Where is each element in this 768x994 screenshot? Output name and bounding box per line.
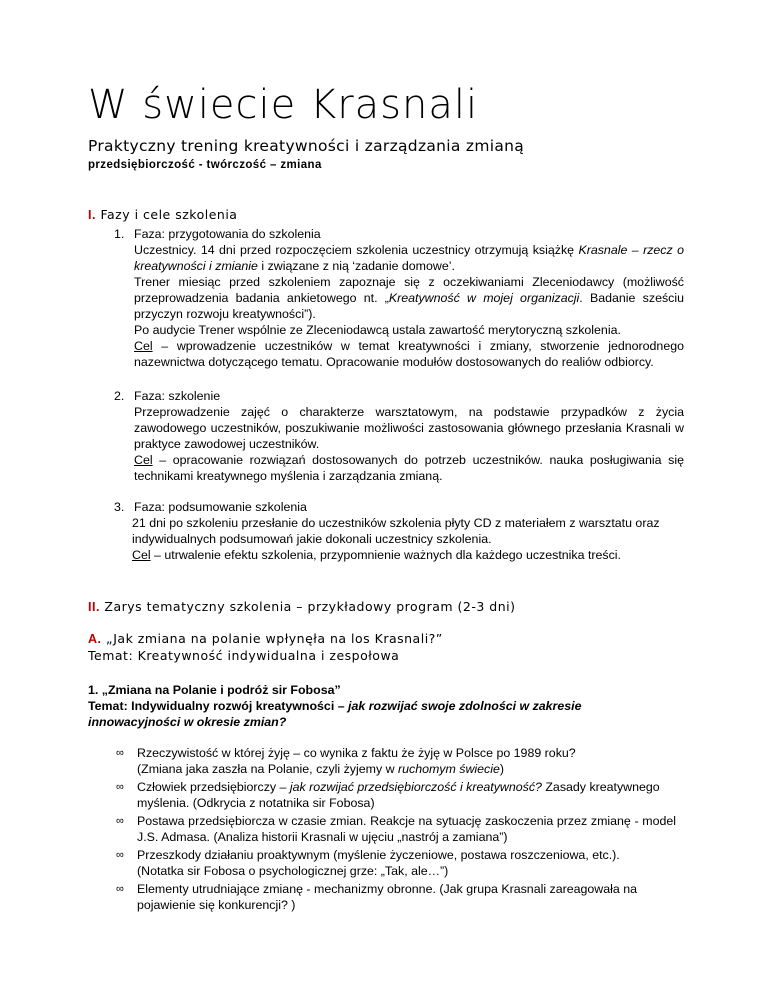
- section-a-theme: Temat: Kreatywność indywidualna i zespołowa: [88, 648, 400, 663]
- goal-label: Cel: [132, 548, 151, 562]
- infinity-bullet-icon: ∞: [116, 747, 124, 759]
- section-2-title: Zarys tematyczny szkolenia – przykładowy program (2-3 dni): [104, 599, 516, 614]
- section-2-number: II.: [88, 600, 100, 614]
- section-1-number: I.: [88, 208, 96, 222]
- phase-1-paragraph-2: Trener miesiąc przed szkoleniem zapoznaje się z oczekiwaniami Zleceniodawcy (możliwość przeprowadzenia badania ankietowego nt. „Kreatywność w mojej organizacji. Badanie sześciu przyczyn rozwoju kreatywności”).: [134, 275, 684, 321]
- phase-3: [114, 499, 684, 563]
- goal-label: Cel: [134, 339, 153, 353]
- list-item: ∞ Człowiek przedsiębiorczy – jak rozwijać przedsiębiorczość i kreatywność? Zasady kreatywnego myślenia. (Odkrycia z notatnika sir Fobosa): [116, 780, 660, 810]
- phase-1-goal: Cel – wprowadzenie uczestników w temat kreatywności i zmiany, stworzenie jednorodnego nazewnictwa dotyczącego tematu. Opracowanie modułów dostosowanych do realiów odbiorcy.: [134, 339, 684, 369]
- phase-1-paragraph-3: Po audycie Trener wspólnie ze Zleceniodawcą ustala zawartość merytoryczną szkolenia.: [134, 323, 621, 337]
- module-1-title: 1. „Zmiana na Polanie i podróż sir Fobosa”: [88, 683, 341, 697]
- infinity-bullet-icon: ∞: [116, 883, 124, 895]
- section-a-title: „Jak zmiana na polanie wpłynęła na los Krasnali?”: [105, 631, 443, 646]
- module-1-topic-question: jak rozwijać swoje zdolności w zakresie innowacyjności w okresie zmian?: [88, 699, 582, 729]
- infinity-bullet-icon: ∞: [116, 849, 124, 861]
- phase-1-paragraph-1: Uczestnicy. 14 dni przed rozpoczęciem szkolenia uczestnicy otrzymują książkę Krasnale – rzecz o kreatywności i zmianie i związane z nią ‘zadanie domowe’.: [134, 243, 684, 273]
- survey-title: Kreatywność w mojej organizacji: [388, 291, 580, 305]
- phase-3-paragraph-1: 21 dni po szkoleniu przesłanie do uczestników szkolenia płyty CD z materiałem z warsztatu oraz indywidualnych podsumowań jakie dokonali uczestnicy szkolenia.: [132, 516, 660, 546]
- phase-1-number: 1.: [114, 227, 125, 241]
- document-tagline: przedsiębiorczość - twórczość – zmiana: [88, 159, 322, 171]
- section-a-heading: [88, 631, 443, 647]
- infinity-bullet-icon: ∞: [116, 815, 124, 827]
- document-title: W świecie Krasnali: [88, 82, 479, 128]
- list-item: ∞ Postawa przedsiębiorcza w czasie zmian. Reakcje na sytuację zaskoczenia przez zmianę - model J.S. Admasa. (Analiza historii Krasnali w ujęciu „nastrój a zamiana”): [116, 814, 676, 844]
- section-a-letter: A.: [88, 632, 102, 646]
- phase-3-title: Faza: podsumowanie szkolenia: [134, 500, 307, 514]
- list-item: ∞ Rzeczywistość w której żyję – co wynika z faktu że żyję w Polsce po 1989 roku? (Zmiana jaka zaszła na Polanie, czyli żyjemy w ruchomym świecie): [116, 746, 576, 776]
- document-subtitle: Praktyczny trening kreatywności i zarządzania zmianą: [88, 137, 525, 155]
- phase-2-goal: Cel – opracowanie rozwiązań dostosowanych do potrzeb uczestników. nauka posługiwania się technikami kreatywnego myślenia i zarządzania zmianą.: [134, 453, 684, 483]
- module-1-topic: Temat: Indywidualny rozwój kreatywności – jak rozwijać swoje zdolności w zakresie innowacyjności w okresie zmian?: [88, 699, 582, 729]
- section-2-heading: [88, 599, 516, 615]
- phase-2-paragraph-1: Przeprowadzenie zajęć o charakterze warsztatowym, na podstawie przypadków z życia zawodowego uczestników, poszukiwanie możliwości zastosowania głównego przesłania Krasnali w praktyce zawodowej uczestników.: [134, 405, 684, 451]
- phase-3-number: 3.: [114, 500, 125, 514]
- infinity-bullet-icon: ∞: [116, 781, 124, 793]
- section-1-title: Fazy i cele szkolenia: [100, 207, 238, 222]
- module-1-bullet-list: [116, 745, 676, 913]
- phase-2: [114, 388, 684, 484]
- list-item: ∞ Przeszkody działaniu proaktywnym (myślenie życzeniowe, postawa roszczeniowa, etc.). (Notatka sir Fobosa o psychologicznej grze: „Tak, ale…”): [116, 848, 620, 878]
- phase-3-goal: Cel – utrwalenie efektu szkolenia, przypomnienie ważnych dla każdego uczestnika treści.: [132, 548, 621, 562]
- phase-1: [114, 226, 684, 370]
- phase-2-title: Faza: szkolenie: [134, 389, 221, 403]
- list-item: ∞ Elementy utrudniające zmianę - mechanizmy obronne. (Jak grupa Krasnali zareagowała na pojawienie się konkurencji? ): [116, 882, 638, 912]
- book-title: Krasnale – rzecz o kreatywności i zmianie: [134, 243, 684, 273]
- goal-label: Cel: [134, 453, 153, 467]
- section-1-heading: [88, 207, 237, 223]
- phase-1-title: Faza: przygotowania do szkolenia: [134, 227, 321, 241]
- phase-2-number: 2.: [114, 389, 125, 403]
